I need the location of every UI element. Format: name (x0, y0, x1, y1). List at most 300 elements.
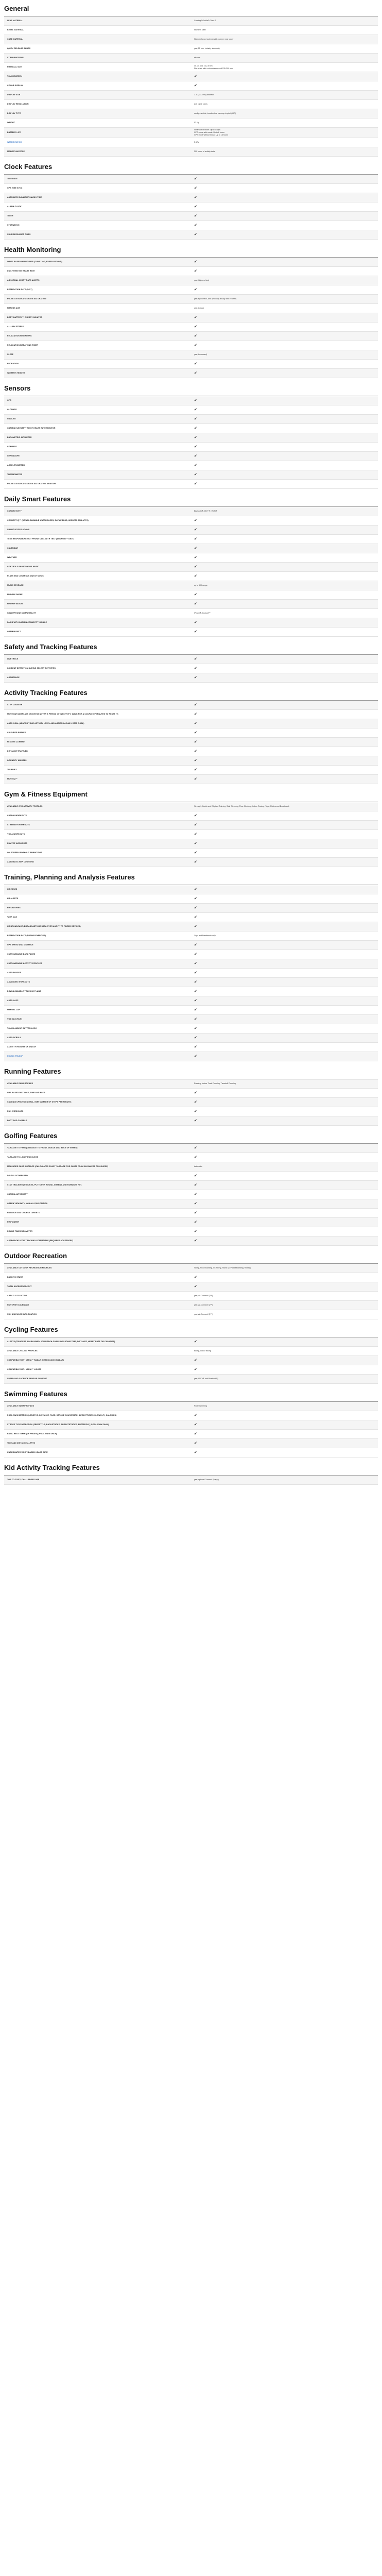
spec-row (4, 396, 378, 405)
spec-row (4, 1144, 378, 1153)
spec-row (4, 1199, 378, 1209)
spec-label: DIGITAL SCORECARD (4, 1172, 191, 1181)
spec-check-cell (191, 1024, 378, 1033)
spec-check-cell (191, 628, 378, 637)
spec-section (4, 160, 378, 240)
spec-label: COMPATIBLE WITH VARIA™ RADAR (REAR-FACING RADAR) (4, 1356, 191, 1365)
spec-check-cell (191, 1181, 378, 1190)
spec-check-cell (191, 811, 378, 821)
spec-check-cell (191, 673, 378, 683)
spec-row (4, 849, 378, 858)
spec-row (4, 26, 378, 35)
spec-row (4, 452, 378, 461)
spec-check-cell (191, 81, 378, 91)
spec-value (191, 1162, 378, 1172)
spec-row (4, 100, 378, 109)
checkmark-icon: ✔ (194, 731, 197, 735)
spec-label: HR ZONES (4, 885, 191, 894)
spec-row (4, 941, 378, 950)
spec-check-cell (191, 480, 378, 489)
spec-row (4, 996, 378, 1006)
spec-check-cell (191, 1411, 378, 1420)
spec-row (4, 719, 378, 728)
spec-label: DAILY RESTING HEART RATE (4, 267, 191, 276)
spec-value (191, 138, 378, 147)
spec-label: POOL SWIM METRICS (LENGTHS, DISTANCE, PACE, STROKE COUNT/RATE, SWIM EFFICIENCY (SWOLF), CALORIES) (4, 1411, 191, 1420)
spec-row (4, 405, 378, 415)
spec-check-cell (191, 950, 378, 959)
spec-check-cell (191, 323, 378, 332)
spec-row (4, 516, 378, 526)
spec-label: YARDAGE TO F/M/B (DISTANCE TO FRONT, MIDDLE AND BACK OF GREEN) (4, 1144, 191, 1153)
spec-label: HR CALORIES (4, 904, 191, 913)
checkmark-icon: ✔ (194, 1054, 197, 1058)
spec-label: TRUEUP™ (4, 766, 191, 775)
spec-label: INCIDENT DETECTION DURING SELECT ACTIVITIES (4, 664, 191, 673)
checkmark-icon: ✔ (194, 1045, 197, 1049)
spec-label: AUTOMATIC REP COUNTING (4, 858, 191, 867)
spec-row (4, 350, 378, 360)
spec-row (4, 81, 378, 91)
spec-value (191, 109, 378, 118)
spec-value-line: iPhone®, Android™ (194, 612, 211, 614)
spec-value (191, 1347, 378, 1356)
spec-section (4, 1461, 378, 1485)
spec-label: GPS SPEED AND DISTANCE (4, 941, 191, 950)
spec-value (191, 609, 378, 618)
checkmark-icon: ✔ (194, 186, 197, 190)
spec-row (4, 147, 378, 157)
spec-label: FOOT POD CAPABLE (4, 1116, 191, 1126)
checkmark-icon: ✔ (194, 630, 197, 634)
spec-row (4, 747, 378, 756)
spec-label: TOUCHSCREEN (4, 72, 191, 81)
spec-check-cell (191, 830, 378, 839)
checkmark-icon: ✔ (194, 343, 197, 347)
spec-check-cell (191, 341, 378, 350)
spec-label: COMPASS (4, 443, 191, 452)
checkmark-icon: ✔ (194, 1155, 197, 1159)
checkmark-icon: ✔ (194, 1422, 197, 1427)
spec-row (4, 969, 378, 978)
checkmark-icon: ✔ (194, 1340, 197, 1344)
spec-label: RESPIRATION RATE (DURING EXERCISE) (4, 931, 191, 941)
checkmark-icon: ✔ (194, 961, 197, 965)
checkmark-icon: ✔ (194, 417, 197, 421)
spec-check-cell (191, 405, 378, 415)
spec-label: BEZEL MATERIAL (4, 26, 191, 35)
spec-check-cell (191, 904, 378, 913)
spec-label: STEP COUNTER (4, 701, 191, 710)
section-title: Gym & Fitness Equipment (4, 787, 378, 802)
checkmark-icon: ✔ (194, 602, 197, 606)
spec-label: DISPLAY SIZE (4, 91, 191, 100)
spec-label: % HR MAX (4, 913, 191, 922)
spec-label: DISTANCE TRAVELED (4, 747, 191, 756)
spec-row (4, 1043, 378, 1052)
spec-section (4, 787, 378, 867)
spec-row (4, 1190, 378, 1199)
checkmark-icon: ✔ (194, 1367, 197, 1371)
spec-row (4, 221, 378, 230)
spec-check-cell (191, 433, 378, 443)
spec-row (4, 1310, 378, 1319)
spec-check-cell (191, 1006, 378, 1015)
spec-check-cell (191, 535, 378, 544)
spec-row (4, 54, 378, 63)
spec-row (4, 590, 378, 600)
spec-check-cell (191, 618, 378, 628)
checkmark-icon: ✔ (194, 758, 197, 762)
spec-row (4, 1439, 378, 1448)
spec-value-line: Automatic (194, 1165, 202, 1167)
spec-label: CARDIO WORKOUTS (4, 811, 191, 821)
spec-row (4, 267, 378, 276)
spec-label: ROUND TIMER/ODOMETER (4, 1227, 191, 1236)
checkmark-icon: ✔ (194, 565, 197, 569)
spec-label: FITNESS AGE (4, 304, 191, 313)
spec-value-line: Skiing, Snowboarding, XC Skiing, Stand Up Paddleboarding, Rowing (194, 1267, 251, 1269)
spec-row (4, 175, 378, 184)
checkmark-icon: ✔ (194, 1413, 197, 1417)
spec-table (4, 655, 378, 683)
spec-check-cell (191, 175, 378, 184)
checkmark-icon: ✔ (194, 214, 197, 218)
spec-label: AVAILABLE GYM ACTIVITY PROFILES (4, 802, 191, 811)
spec-label: GPS-BASED DISTANCE, TIME AND PACE (4, 1089, 191, 1098)
spec-value-line: yes (in app) (194, 307, 204, 309)
spec-row (4, 1365, 378, 1375)
spec-value (191, 931, 378, 941)
checkmark-icon: ✔ (194, 362, 197, 366)
checkmark-icon: ✔ (194, 777, 197, 781)
spec-check-cell (191, 728, 378, 738)
spec-label: SUNRISE/SUNSET TIMES (4, 230, 191, 240)
spec-label: DISPLAY RESOLUTION (4, 100, 191, 109)
checkmark-icon: ✔ (194, 1036, 197, 1040)
checkmark-icon: ✔ (194, 445, 197, 449)
spec-check-cell (191, 526, 378, 535)
spec-label: FIND MY PHONE (4, 590, 191, 600)
spec-check-cell (191, 1089, 378, 1098)
spec-label: ABNORMAL HEART RATE ALERTS (4, 276, 191, 285)
checkmark-icon: ✔ (194, 1109, 197, 1113)
checkmark-icon: ✔ (194, 1284, 197, 1289)
spec-check-cell (191, 470, 378, 480)
spec-row (4, 16, 378, 26)
spec-label: QUICK RELEASE BANDS (4, 44, 191, 54)
spec-row (4, 600, 378, 609)
checkmark-icon: ✔ (194, 1441, 197, 1445)
spec-check-cell (191, 738, 378, 747)
spec-row (4, 544, 378, 553)
checkmark-icon: ✔ (194, 1174, 197, 1178)
spec-label: CONTROLS SMARTPHONE MUSIC (4, 563, 191, 572)
checkmark-icon: ✔ (194, 1229, 197, 1233)
spec-value (191, 1402, 378, 1411)
spec-label: TOTAL ASCENT/DESCENT (4, 1282, 191, 1292)
spec-row (4, 1033, 378, 1043)
spec-check-cell (191, 701, 378, 710)
spec-label: AREA CALCULATION (4, 1292, 191, 1301)
spec-section (4, 1323, 378, 1384)
spec-check-cell (191, 987, 378, 996)
spec-row (4, 1162, 378, 1172)
spec-check-cell (191, 600, 378, 609)
spec-row (4, 950, 378, 959)
spec-label: TIMER (4, 212, 191, 221)
checkmark-icon: ✔ (194, 915, 197, 919)
spec-value-line: yes (via Connect IQ™) (194, 1313, 213, 1315)
spec-label: TIME AND DISTANCE ALERTS (4, 1439, 191, 1448)
spec-label: CUSTOMIZABLE DATA PAGES (4, 950, 191, 959)
checkmark-icon: ✔ (194, 1017, 197, 1021)
spec-table (4, 258, 378, 378)
spec-label: FIND MY WATCH (4, 600, 191, 609)
spec-table (4, 1402, 378, 1458)
spec-label: GLONASS (4, 405, 191, 415)
spec-value (191, 128, 378, 138)
spec-label: DOWNLOADABLE TRAINING PLANS (4, 987, 191, 996)
checkmark-icon: ✔ (194, 1358, 197, 1362)
spec-table (4, 1337, 378, 1384)
spec-label: INTENSITY MINUTES (4, 756, 191, 766)
section-title: Activity Tracking Features (4, 686, 378, 701)
spec-check-cell (191, 1448, 378, 1458)
spec-value-line: yes (high and low) (194, 279, 210, 281)
spec-row (4, 1476, 378, 1485)
spec-row (4, 128, 378, 138)
spec-label: AUTO LAP® (4, 996, 191, 1006)
checkmark-icon: ✔ (194, 195, 197, 199)
spec-label: HYDRATION (4, 360, 191, 369)
spec-label: PILATES WORKOUTS (4, 839, 191, 849)
checkmark-icon: ✔ (194, 398, 197, 402)
spec-row (4, 424, 378, 433)
spec-check-cell (191, 1015, 378, 1024)
spec-label: AUTO PAUSE® (4, 969, 191, 978)
spec-row (4, 1448, 378, 1458)
spec-row (4, 628, 378, 637)
spec-row (4, 1098, 378, 1107)
spec-table (4, 175, 378, 240)
checkmark-icon: ✔ (194, 1239, 197, 1243)
spec-label: PHYSIO TRUEUP (4, 1052, 191, 1061)
spec-row (4, 821, 378, 830)
spec-row (4, 987, 378, 996)
spec-row (4, 775, 378, 784)
spec-label: AVAILABLE SWIM PROFILES (4, 1402, 191, 1411)
spec-row (4, 1153, 378, 1162)
spec-check-cell (191, 1430, 378, 1439)
spec-label: ACTIVITY HISTORY ON WATCH (4, 1043, 191, 1052)
spec-section (4, 1129, 378, 1246)
spec-row (4, 35, 378, 44)
spec-section (4, 1249, 378, 1319)
spec-label: UNDERWATER WRIST-BASED HEART RATE (4, 1448, 191, 1458)
spec-check-cell (191, 839, 378, 849)
spec-value-line: yes (Advanced) (194, 353, 207, 355)
spec-row (4, 885, 378, 894)
spec-label: DISPLAY TYPE (4, 109, 191, 118)
checkmark-icon: ✔ (194, 1100, 197, 1104)
spec-label: TOE-TO-TOE™ CHALLENGES APP (4, 1476, 191, 1485)
spec-value (191, 54, 378, 63)
spec-label: RELAXATION BREATHING TIMER (4, 341, 191, 350)
spec-value-line: Bluetooth®, ANT+®, Wi-Fi® (194, 510, 217, 512)
checkmark-icon: ✔ (194, 537, 197, 541)
checkmark-icon: ✔ (194, 269, 197, 273)
spec-value-line: yes (via Connect IQ™) (194, 1304, 213, 1306)
spec-label: APPROACH® CT10 TRACKING COMPATIBLE (REQUIRES ACCESSORY) (4, 1236, 191, 1246)
spec-label: MEASURES SHOT DISTANCE (CALCULATES EXACT YARDAGE FOR SHOTS FROM ANYWHERE ON COURSE) (4, 1162, 191, 1172)
checkmark-icon: ✔ (194, 482, 197, 486)
spec-label: GREEN VIEW WITH MANUAL PIN POSITION (4, 1199, 191, 1209)
spec-label: MANUAL LAP (4, 1006, 191, 1015)
spec-row (4, 118, 378, 128)
spec-row (4, 369, 378, 378)
spec-row (4, 904, 378, 913)
checkmark-icon: ✔ (194, 860, 197, 864)
spec-row (4, 756, 378, 766)
section-title: Training, Planning and Analysis Features (4, 870, 378, 885)
spec-value-line: GPS mode without music: Up to 16 hours (194, 134, 228, 136)
spec-check-cell (191, 821, 378, 830)
spec-check-cell (191, 424, 378, 433)
spec-label: YOGA WORKOUTS (4, 830, 191, 839)
spec-value-line: Pool Swimming (194, 1405, 207, 1407)
spec-check-cell (191, 184, 378, 193)
spec-value (191, 147, 378, 157)
spec-check-cell (191, 858, 378, 867)
spec-label: AUTO GOAL (LEARNS YOUR ACTIVITY LEVEL AND ASSIGNS A DAILY STEP GOAL) (4, 719, 191, 728)
spec-value-line: yes (ANT+® and Bluetooth®) (194, 1378, 218, 1380)
spec-value-line: 52.1 g (194, 122, 199, 124)
spec-label: SMARTPHONE COMPATIBILITY (4, 609, 191, 618)
spec-label: ALERTS (TRIGGERS ALARM WHEN YOU REACH GOALS INCLUDING TIME, DISTANCE, HEART RATE OR CALORIES) (4, 1337, 191, 1347)
spec-value (191, 118, 378, 128)
spec-value-line: sunlight-visible, transflective memory-in-pixel (MIP) (194, 112, 236, 114)
spec-row (4, 922, 378, 931)
spec-value-line: 5 ATM (194, 141, 200, 143)
spec-label: BATTERY LIFE (4, 128, 191, 138)
spec-label: MUSIC STORAGE (4, 581, 191, 590)
checkmark-icon: ✔ (194, 426, 197, 430)
spec-row (4, 618, 378, 628)
spec-row (4, 230, 378, 240)
checkmark-icon: ✔ (194, 666, 197, 670)
spec-check-cell (191, 913, 378, 922)
spec-check-cell (191, 894, 378, 904)
spec-check-cell (191, 756, 378, 766)
spec-value (191, 63, 378, 72)
spec-check-cell (191, 775, 378, 784)
spec-label: ACCELEROMETER (4, 461, 191, 470)
spec-row (4, 212, 378, 221)
spec-label: THERMOMETER (4, 470, 191, 480)
spec-value (191, 802, 378, 811)
checkmark-icon: ✔ (194, 574, 197, 578)
checkmark-icon: ✔ (194, 620, 197, 624)
spec-row (4, 202, 378, 212)
spec-row (4, 1402, 378, 1411)
spec-value-line: up to 500 songs (194, 584, 207, 586)
checkmark-icon: ✔ (194, 675, 197, 680)
spec-label: FLOORS CLIMBED (4, 738, 191, 747)
spec-row (4, 304, 378, 313)
checkmark-icon: ✔ (194, 1432, 197, 1436)
section-title: Safety and Tracking Features (4, 640, 378, 655)
checkmark-icon: ✔ (194, 454, 197, 458)
spec-check-cell (191, 1098, 378, 1107)
spec-value (191, 350, 378, 360)
spec-value (191, 1375, 378, 1384)
section-title: Running Features (4, 1064, 378, 1079)
spec-row (4, 1015, 378, 1024)
checkmark-icon: ✔ (194, 592, 197, 597)
spec-label: TOUCH AND/OR BUTTON LOCK (4, 1024, 191, 1033)
spec-section (4, 2, 378, 157)
spec-label: SPEED AND CADENCE SENSOR SUPPORT (4, 1375, 191, 1384)
spec-label: ON-SCREEN WORKOUT ANIMATIONS (4, 849, 191, 858)
spec-row (4, 313, 378, 323)
spec-check-cell (191, 1337, 378, 1347)
checkmark-icon: ✔ (194, 1183, 197, 1187)
spec-label: GPS (4, 396, 191, 405)
spec-label: GPS TIME SYNC (4, 184, 191, 193)
spec-label: GALILEO (4, 415, 191, 424)
spec-check-cell (191, 655, 378, 664)
spec-section (4, 640, 378, 683)
spec-row (4, 1107, 378, 1116)
spec-row (4, 526, 378, 535)
checkmark-icon: ✔ (194, 998, 197, 1003)
spec-label: STOPWATCH (4, 221, 191, 230)
spec-label: WRIST-BASED HEART RATE (CONSTANT, EVERY SECOND) (4, 258, 191, 267)
spec-label: BASIC REST TIMER (UP FROM 0) (POOL SWIM ONLY) (4, 1430, 191, 1439)
spec-label: BACK TO START (4, 1273, 191, 1282)
spec-check-cell (191, 1218, 378, 1227)
spec-row (4, 1227, 378, 1236)
section-title: Cycling Features (4, 1323, 378, 1337)
spec-check-cell (191, 941, 378, 950)
spec-row (4, 581, 378, 590)
spec-row (4, 323, 378, 332)
checkmark-icon: ✔ (194, 205, 197, 209)
spec-row (4, 285, 378, 295)
spec-check-cell (191, 544, 378, 553)
spec-row (4, 563, 378, 572)
spec-row (4, 433, 378, 443)
spec-label: PAIRS WITH GARMIN CONNECT™ MOBILE (4, 618, 191, 628)
spec-value-line: 240 x 240 pixels (194, 103, 207, 105)
spec-value-line: Strength, Cardio and Elliptical Training, Stair Stepping, Floor Climbing, Indoor Rowing, Yoga, Pilates and Breathwork (194, 805, 289, 807)
spec-row (4, 913, 378, 922)
spec-table (4, 701, 378, 784)
spec-row (4, 673, 378, 683)
spec-label: HAZARDS AND COURSE TARGETS (4, 1209, 191, 1218)
spec-check-cell (191, 1439, 378, 1448)
checkmark-icon: ✔ (194, 177, 197, 181)
spec-check-cell (191, 1227, 378, 1236)
spec-label: CONNECTIVITY (4, 507, 191, 516)
spec-label: WOMEN'S HEALTH (4, 369, 191, 378)
checkmark-icon: ✔ (194, 555, 197, 560)
spec-label: CALENDAR (4, 544, 191, 553)
checkmark-icon: ✔ (194, 408, 197, 412)
section-title: Golfing Features (4, 1129, 378, 1144)
spec-value-line: stainless steel (194, 29, 206, 31)
